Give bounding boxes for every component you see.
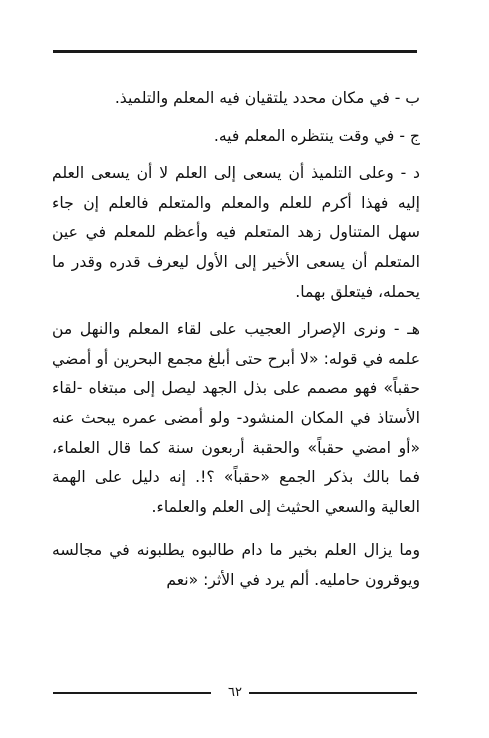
paragraph-closing: وما يزال العلم بخير ما دام طالبوه يطلبونه في مجالسه ويوقرون حامليه. ألم يرد في الأثر: «نعم — [52, 541, 420, 589]
paragraph-d: د - وعلى التلميذ أن يسعى إلى العلم لا أن يسعى العلم إليه فهذا أكرم للعلم والمعلم والمتعلم فالعلم إن جاء سهل المتناول زهد المتعلم فيه وأعظم للمعلم في عين المتعلم أن يسعى الأخير إلى الأول ليعرف قدره وقدر ما يحمله، فيتعلق بهما. — [52, 164, 420, 301]
page-body — [52, 84, 420, 596]
page-number: ٦٢ — [228, 685, 242, 700]
footer-rule-right — [249, 692, 417, 694]
paragraph-h: هـ - ونرى الإصرار العجيب على لقاء المعلم والنهل من علمه في قوله: «لا أبرح حتى أبلغ مجمع البحرين أو أمضي حقباً» فهو مصمم على بذل الجهد ليصل إلى مبتغاه -لقاء الأستاذ في المكان المنشود- ولو أمضى عمره يبحث عنه «أو امضي حقباً» والحقبة أربعون سنة كما قال العلماء، فما بالك بذكر الجمع «حقباً» ؟!. إنه دليل على الهمة العالية والسعي الحثيث إلى العلم والعلماء. — [52, 320, 420, 516]
paragraph-j: ج - في وقت ينتظره المعلم فيه. — [213, 126, 420, 145]
paragraph-b: ب - في مكان محدد يلتقيان فيه المعلم والتلميذ. — [114, 89, 420, 107]
page-footer — [53, 683, 417, 703]
header-rule — [53, 50, 417, 53]
